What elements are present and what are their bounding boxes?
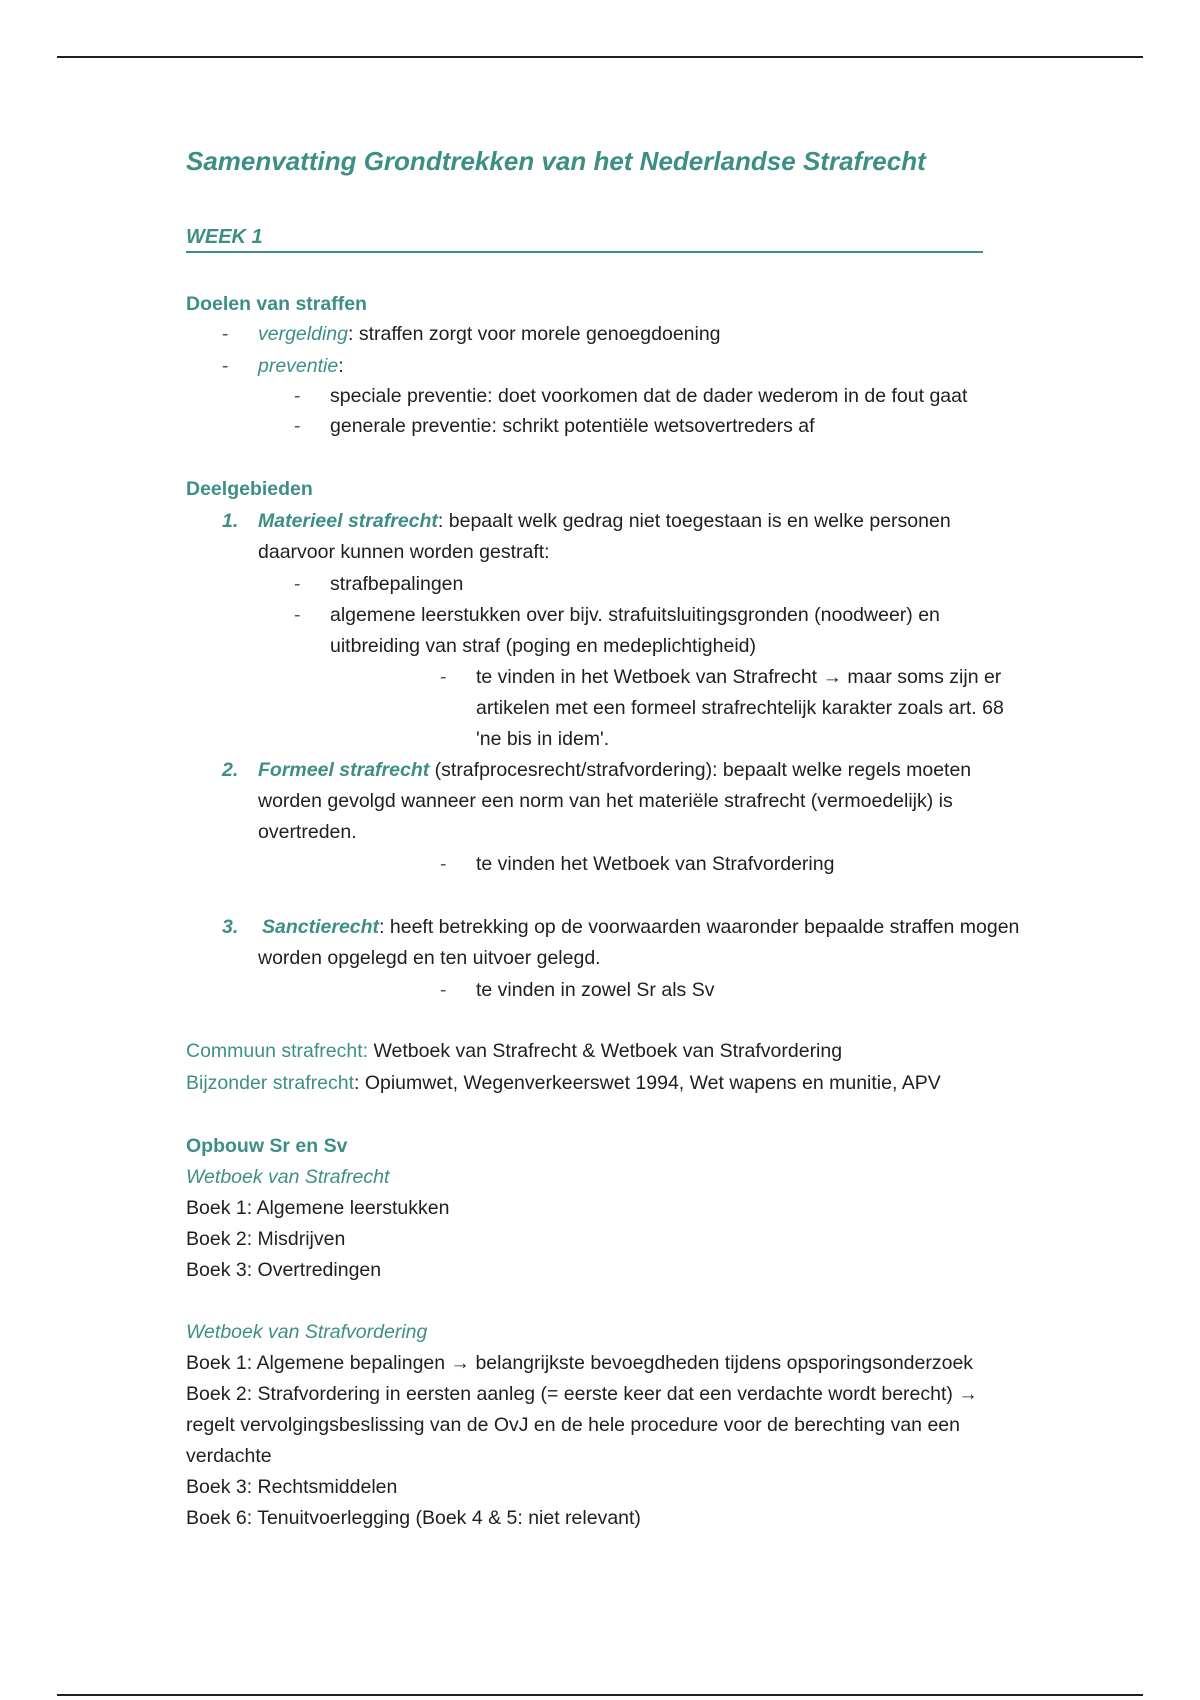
subheading-wetboek-strafrecht: Wetboek van Strafrecht bbox=[186, 1166, 390, 1188]
sv-line-3: regelt vervolgingsbeslissing van de OvJ en de hele procedure voor de berechting van een bbox=[186, 1414, 960, 1436]
bullet-dash: - bbox=[440, 853, 447, 875]
commuun-label: Commuun strafrecht: bbox=[186, 1040, 369, 1062]
sr-boek-3: Boek 3: Overtredingen bbox=[186, 1259, 382, 1281]
preventie-colon: : bbox=[338, 355, 344, 377]
bijzonder-strafrecht-line bbox=[186, 1071, 941, 1095]
bullet-dash: - bbox=[440, 666, 447, 688]
sanctierecht-text-2: worden opgelegd en ten uitvoer gelegd. bbox=[258, 947, 601, 969]
materieel-text-1: : bepaalt welk gedrag niet toegestaan is en welke personen bbox=[437, 510, 951, 532]
sv-line-5: Boek 3: Rechtsmiddelen bbox=[186, 1476, 398, 1498]
week-heading: WEEK 1 bbox=[186, 226, 983, 253]
list-item-materieel bbox=[258, 509, 951, 533]
list-item-strafbepalingen: strafbepalingen bbox=[330, 573, 464, 595]
section-heading-opbouw: Opbouw Sr en Sv bbox=[186, 1135, 348, 1157]
note-materieel-3: 'ne bis in idem'. bbox=[476, 728, 610, 750]
bullet-dash: - bbox=[294, 573, 301, 595]
term-formeel-strafrecht: Formeel strafrecht bbox=[258, 759, 430, 781]
section-heading-doelen: Doelen van straffen bbox=[186, 293, 367, 315]
top-border-line bbox=[57, 56, 1143, 58]
term-preventie: preventie bbox=[258, 355, 339, 377]
document-title: Samenvatting Grondtrekken van het Nederlandse Strafrecht bbox=[186, 146, 926, 176]
list-item-speciale-preventie: speciale preventie: doet voorkomen dat de dader wederom in de fout gaat bbox=[330, 385, 968, 407]
sv-line-6: Boek 6: Tenuitvoerlegging (Boek 4 & 5: niet relevant) bbox=[186, 1507, 641, 1529]
formeel-text-3: overtreden. bbox=[258, 821, 357, 843]
section-heading-deelgebieden: Deelgebieden bbox=[186, 478, 313, 500]
bullet-dash: - bbox=[294, 385, 301, 407]
materieel-text-2: daarvoor kunnen worden gestraft: bbox=[258, 541, 550, 563]
term-sanctierecht: Sanctierecht bbox=[262, 916, 380, 938]
commuun-strafrecht-line bbox=[186, 1039, 842, 1063]
list-item-preventie bbox=[258, 354, 344, 378]
list-item-generale-preventie: generale preventie: schrikt potentiële wetsovertreders af bbox=[330, 415, 815, 437]
bijzonder-label: Bijzonder strafrecht bbox=[186, 1072, 354, 1094]
note-materieel-2: artikelen met een formeel strafrechtelijk karakter zoals art. 68 bbox=[476, 697, 1004, 719]
formeel-text-1: (strafprocesrecht/strafvordering): bepaalt welke regels moeten bbox=[429, 759, 972, 781]
bullet-dash: - bbox=[222, 355, 229, 377]
note-sanctierecht: te vinden in zowel Sr als Sv bbox=[476, 979, 715, 1001]
bullet-dash: - bbox=[294, 415, 301, 437]
commuun-text: Wetboek van Strafrecht & Wetboek van Strafvordering bbox=[368, 1040, 843, 1062]
term-vergelding: vergelding bbox=[258, 323, 348, 345]
subheading-wetboek-strafvordering: Wetboek van Strafvordering bbox=[186, 1321, 428, 1343]
list-item-leerstukken-1: algemene leerstukken over bijv. strafuitsluitingsgronden (noodweer) en bbox=[330, 604, 940, 626]
bullet-dash: - bbox=[222, 323, 229, 345]
list-number-1: 1. bbox=[222, 510, 239, 532]
list-number-3: 3. bbox=[222, 916, 239, 938]
sr-boek-1: Boek 1: Algemene leerstukken bbox=[186, 1197, 450, 1219]
bullet-dash: - bbox=[294, 604, 301, 626]
bottom-border-line bbox=[57, 1694, 1143, 1696]
vergelding-text: : straffen zorgt voor morele genoegdoening bbox=[347, 323, 721, 345]
note-materieel-1: te vinden in het Wetboek van Strafrecht → maar soms zijn er bbox=[476, 666, 1002, 688]
sr-boek-2: Boek 2: Misdrijven bbox=[186, 1228, 346, 1250]
list-item-leerstukken-2: uitbreiding van straf (poging en medeplichtigheid) bbox=[330, 635, 757, 657]
sanctierecht-text-1: : heeft betrekking op de voorwaarden waaronder bepaalde straffen mogen bbox=[379, 916, 1020, 938]
list-number-2: 2. bbox=[222, 759, 239, 781]
list-item-sanctierecht bbox=[262, 915, 1019, 939]
formeel-text-2: worden gevolgd wanneer een norm van het materiële strafrecht (vermoedelijk) is bbox=[258, 790, 953, 812]
list-item-vergelding bbox=[258, 322, 721, 346]
note-formeel: te vinden het Wetboek van Strafvordering bbox=[476, 853, 835, 875]
sv-line-2: Boek 2: Strafvordering in eersten aanleg (= eerste keer dat een verdachte wordt berecht) → bbox=[186, 1383, 978, 1405]
bijzonder-text: : Opiumwet, Wegenverkeerswet 1994, Wet wapens en munitie, APV bbox=[354, 1072, 941, 1094]
term-materieel-strafrecht: Materieel strafrecht bbox=[258, 510, 438, 532]
bullet-dash: - bbox=[440, 979, 447, 1001]
list-item-formeel bbox=[258, 758, 971, 782]
sv-line-4: verdachte bbox=[186, 1445, 272, 1467]
sv-line-1: Boek 1: Algemene bepalingen → belangrijkste bevoegdheden tijdens opsporingsonderzoek bbox=[186, 1352, 974, 1374]
